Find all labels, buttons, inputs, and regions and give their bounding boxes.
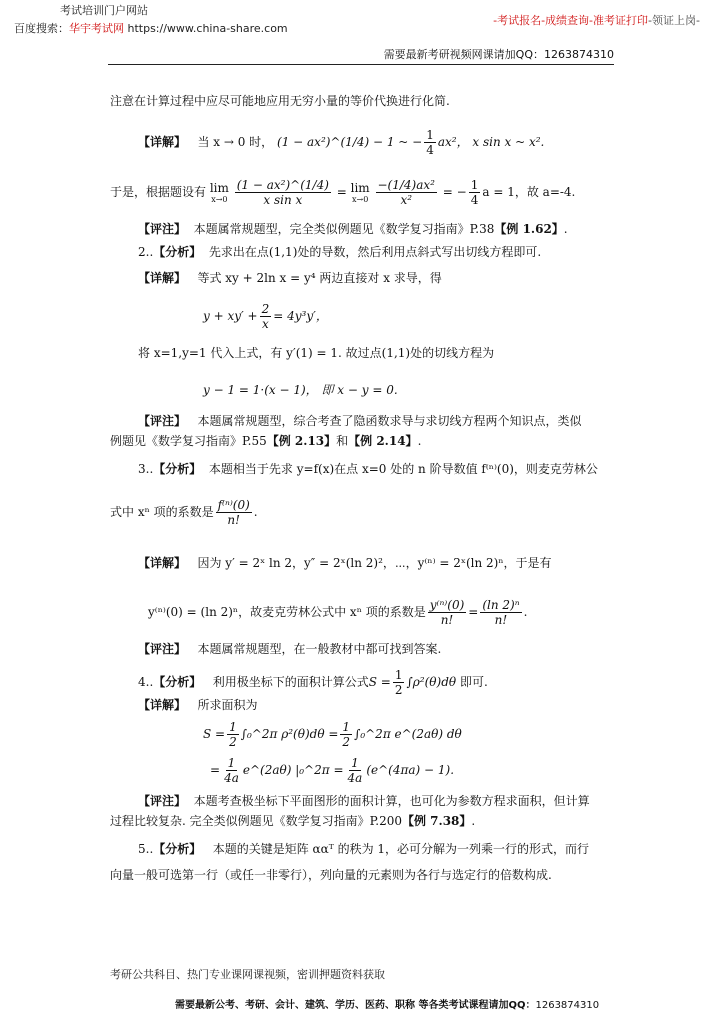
line-14: 【详解】 因为 y′ = 2ˣ ln 2，y″ = 2ˣ(ln 2)²，⋯，y⁽ⁿ⁾ = 2ˣ(ln 2)ⁿ，于是有 bbox=[138, 556, 552, 570]
line-23: 5..【分析】 本题的关键是矩阵 ααᵀ 的秩为 1，必可分解为一列乘一行的形式，而行 bbox=[138, 842, 590, 856]
site-url-link[interactable]: https://www.china-share.com bbox=[127, 22, 288, 35]
link-score-query[interactable]: 成绩查询- bbox=[545, 14, 594, 27]
l10-text: 本题属常规题型，综合考查了隐函数求导与求切线方程两个知识点，类似 bbox=[197, 414, 582, 428]
line-9: y − 1 = 1·(x − 1)， 即 x − y = 0. bbox=[203, 383, 398, 397]
line-17: 4..【分析】 利用极坐标下的面积计算公式S = $\frac{1}{2}$ ∫ρ²(θ)dθ 即可. bbox=[138, 668, 488, 697]
tag-detail: 【详解】 bbox=[138, 135, 187, 149]
link-license[interactable]: -领证上岗- bbox=[648, 14, 700, 27]
line-12: 3..【分析】 本题相当于先求 y=f(x)在点 x=0 处的 n 阶导数值 f⁽ⁿ⁾(0)，则麦克劳林公 bbox=[138, 462, 598, 476]
l3-frac1: $\frac{\text{(1 − ax²)\textasciicircum{}(1/4)}}{\text{x sin x}}$ bbox=[236, 178, 329, 207]
l3-tail-b: a = 1，故 a=-4. bbox=[482, 185, 576, 199]
qq-notice: 需要最新考研视频网课请加QQ：1263874310 bbox=[383, 48, 614, 61]
line-24: 向量一般可选第一行（或任一非零行），列向量的元素则为各行与选定行的倍数构成. bbox=[110, 868, 552, 882]
l4-text: 本题属常规题型，完全类似例题见《数学复习指南》P.38 bbox=[193, 222, 495, 236]
tag-detail: 【详解】 bbox=[138, 271, 187, 285]
l3-lead: 于是，根据题设有 bbox=[110, 185, 207, 199]
link-admission-print[interactable]: 准考证打印 bbox=[593, 14, 649, 27]
l3-tail-frac: $\frac{1}{4}$ bbox=[470, 178, 479, 207]
link-exam-register[interactable]: -考试报名- bbox=[493, 14, 546, 27]
tag-comment: 【评注】 bbox=[138, 414, 187, 428]
line-16: 【评注】 本题属常规题型，在一般教材中都可找到答案. bbox=[138, 642, 442, 656]
footer-qq-line: 需要最新公考、考研、会计、建筑、学历、医药、职称 等各类考试课程请加QQ：1263874310 bbox=[175, 1000, 600, 1011]
line-11: 例题见《数学复习指南》P.55【例 2.13】和【例 2.14】. bbox=[110, 434, 422, 448]
l3-lim: lim x→0 bbox=[209, 181, 229, 204]
line-7: y + xy′ + $\frac{2}{x}$ = 4y³y′， bbox=[203, 302, 328, 331]
line-2 bbox=[138, 128, 544, 157]
tag-analysis: 【分析】 bbox=[153, 245, 202, 259]
line-1: 注意在计算过程中应尽可能地应用无穷小量的等价代换进行化简. bbox=[110, 94, 450, 108]
line-20: = $\frac{1}{4a}$ e^(2aθ) |₀^2π = $\frac{1}{4a}$ (e^(4πa) − 1). bbox=[210, 756, 455, 785]
line-15: y⁽ⁿ⁾(0) = (ln 2)ⁿ，故麦克劳林公式中 xⁿ 项的系数是 $\frac{\text{y⁽ⁿ⁾(0)}}{n!}$ = $\frac{\text{(ln 2)ⁿ}}{n!}$ . bbox=[148, 598, 528, 627]
search-brand-link[interactable]: 华宇考试网 bbox=[69, 22, 124, 35]
tag-comment: 【评注】 bbox=[138, 222, 187, 236]
header-links bbox=[493, 12, 700, 28]
search-label: 百度搜索： bbox=[14, 22, 69, 35]
line-22: 过程比较复杂. 完全类似例题见《数学复习指南》P.200【例 7.38】. bbox=[110, 814, 476, 828]
line-5 bbox=[138, 245, 541, 259]
l2-text: 当 x → 0 时， bbox=[197, 135, 274, 149]
l5-text: 先求出在点(1,1)处的导数，然后利用点斜式写出切线方程即可. bbox=[208, 245, 542, 259]
q2-number: 2.. bbox=[138, 245, 154, 259]
line-8: 将 x=1,y=1 代入上式，有 y′(1) = 1. 故过点(1,1)处的切线方程为 bbox=[138, 346, 495, 360]
line-13: 式中 xⁿ 项的系数是 $\frac{\text{f⁽ⁿ⁾(0)}}{n!}$ . bbox=[110, 498, 258, 527]
footer-promo: 考研公共科目、热门专业课网课视频，密训押题资料获取 bbox=[110, 968, 385, 981]
line-4: 【评注】 本题属常规题型，完全类似例题见《数学复习指南》P.38【例 1.62】. bbox=[138, 222, 568, 236]
search-line bbox=[14, 20, 288, 36]
line-10 bbox=[138, 414, 581, 428]
line-6 bbox=[138, 271, 442, 285]
l3-frac2: $\frac{\text{−(1/4)ax²}}{\text{x²}}$ bbox=[377, 178, 435, 207]
l2-expr-b: ax²， x sin x ~ x². bbox=[437, 135, 545, 149]
site-title: 考试培训门户网站 bbox=[60, 4, 148, 17]
header-rule bbox=[108, 64, 614, 65]
l3-lim2: lim x→0 bbox=[350, 181, 370, 204]
line-18: 【详解】 所求面积为 bbox=[138, 698, 258, 712]
l3-tail-a: = − bbox=[442, 185, 467, 199]
line-19: S = $\frac{1}{2}$ ∫₀^2π ρ²(θ)dθ = $\frac{1}{2}$ ∫₀^2π e^(2aθ) dθ bbox=[203, 720, 462, 749]
l6-text: 等式 xy + 2ln x = y⁴ 两边直接对 x 求导，得 bbox=[197, 271, 442, 285]
l3-eq: = bbox=[336, 185, 347, 199]
l2-expr-a: (1 − ax²)^(1/4) − 1 ~ − bbox=[277, 135, 423, 149]
line-21: 【评注】 本题考查极坐标下平面图形的面积计算，也可化为参数方程求面积，但计算 bbox=[138, 794, 590, 808]
l2-frac: $\frac{1}{4}$ bbox=[426, 128, 434, 157]
l4-ref: 【例 1.62】 bbox=[494, 222, 564, 236]
line-3 bbox=[110, 178, 575, 207]
